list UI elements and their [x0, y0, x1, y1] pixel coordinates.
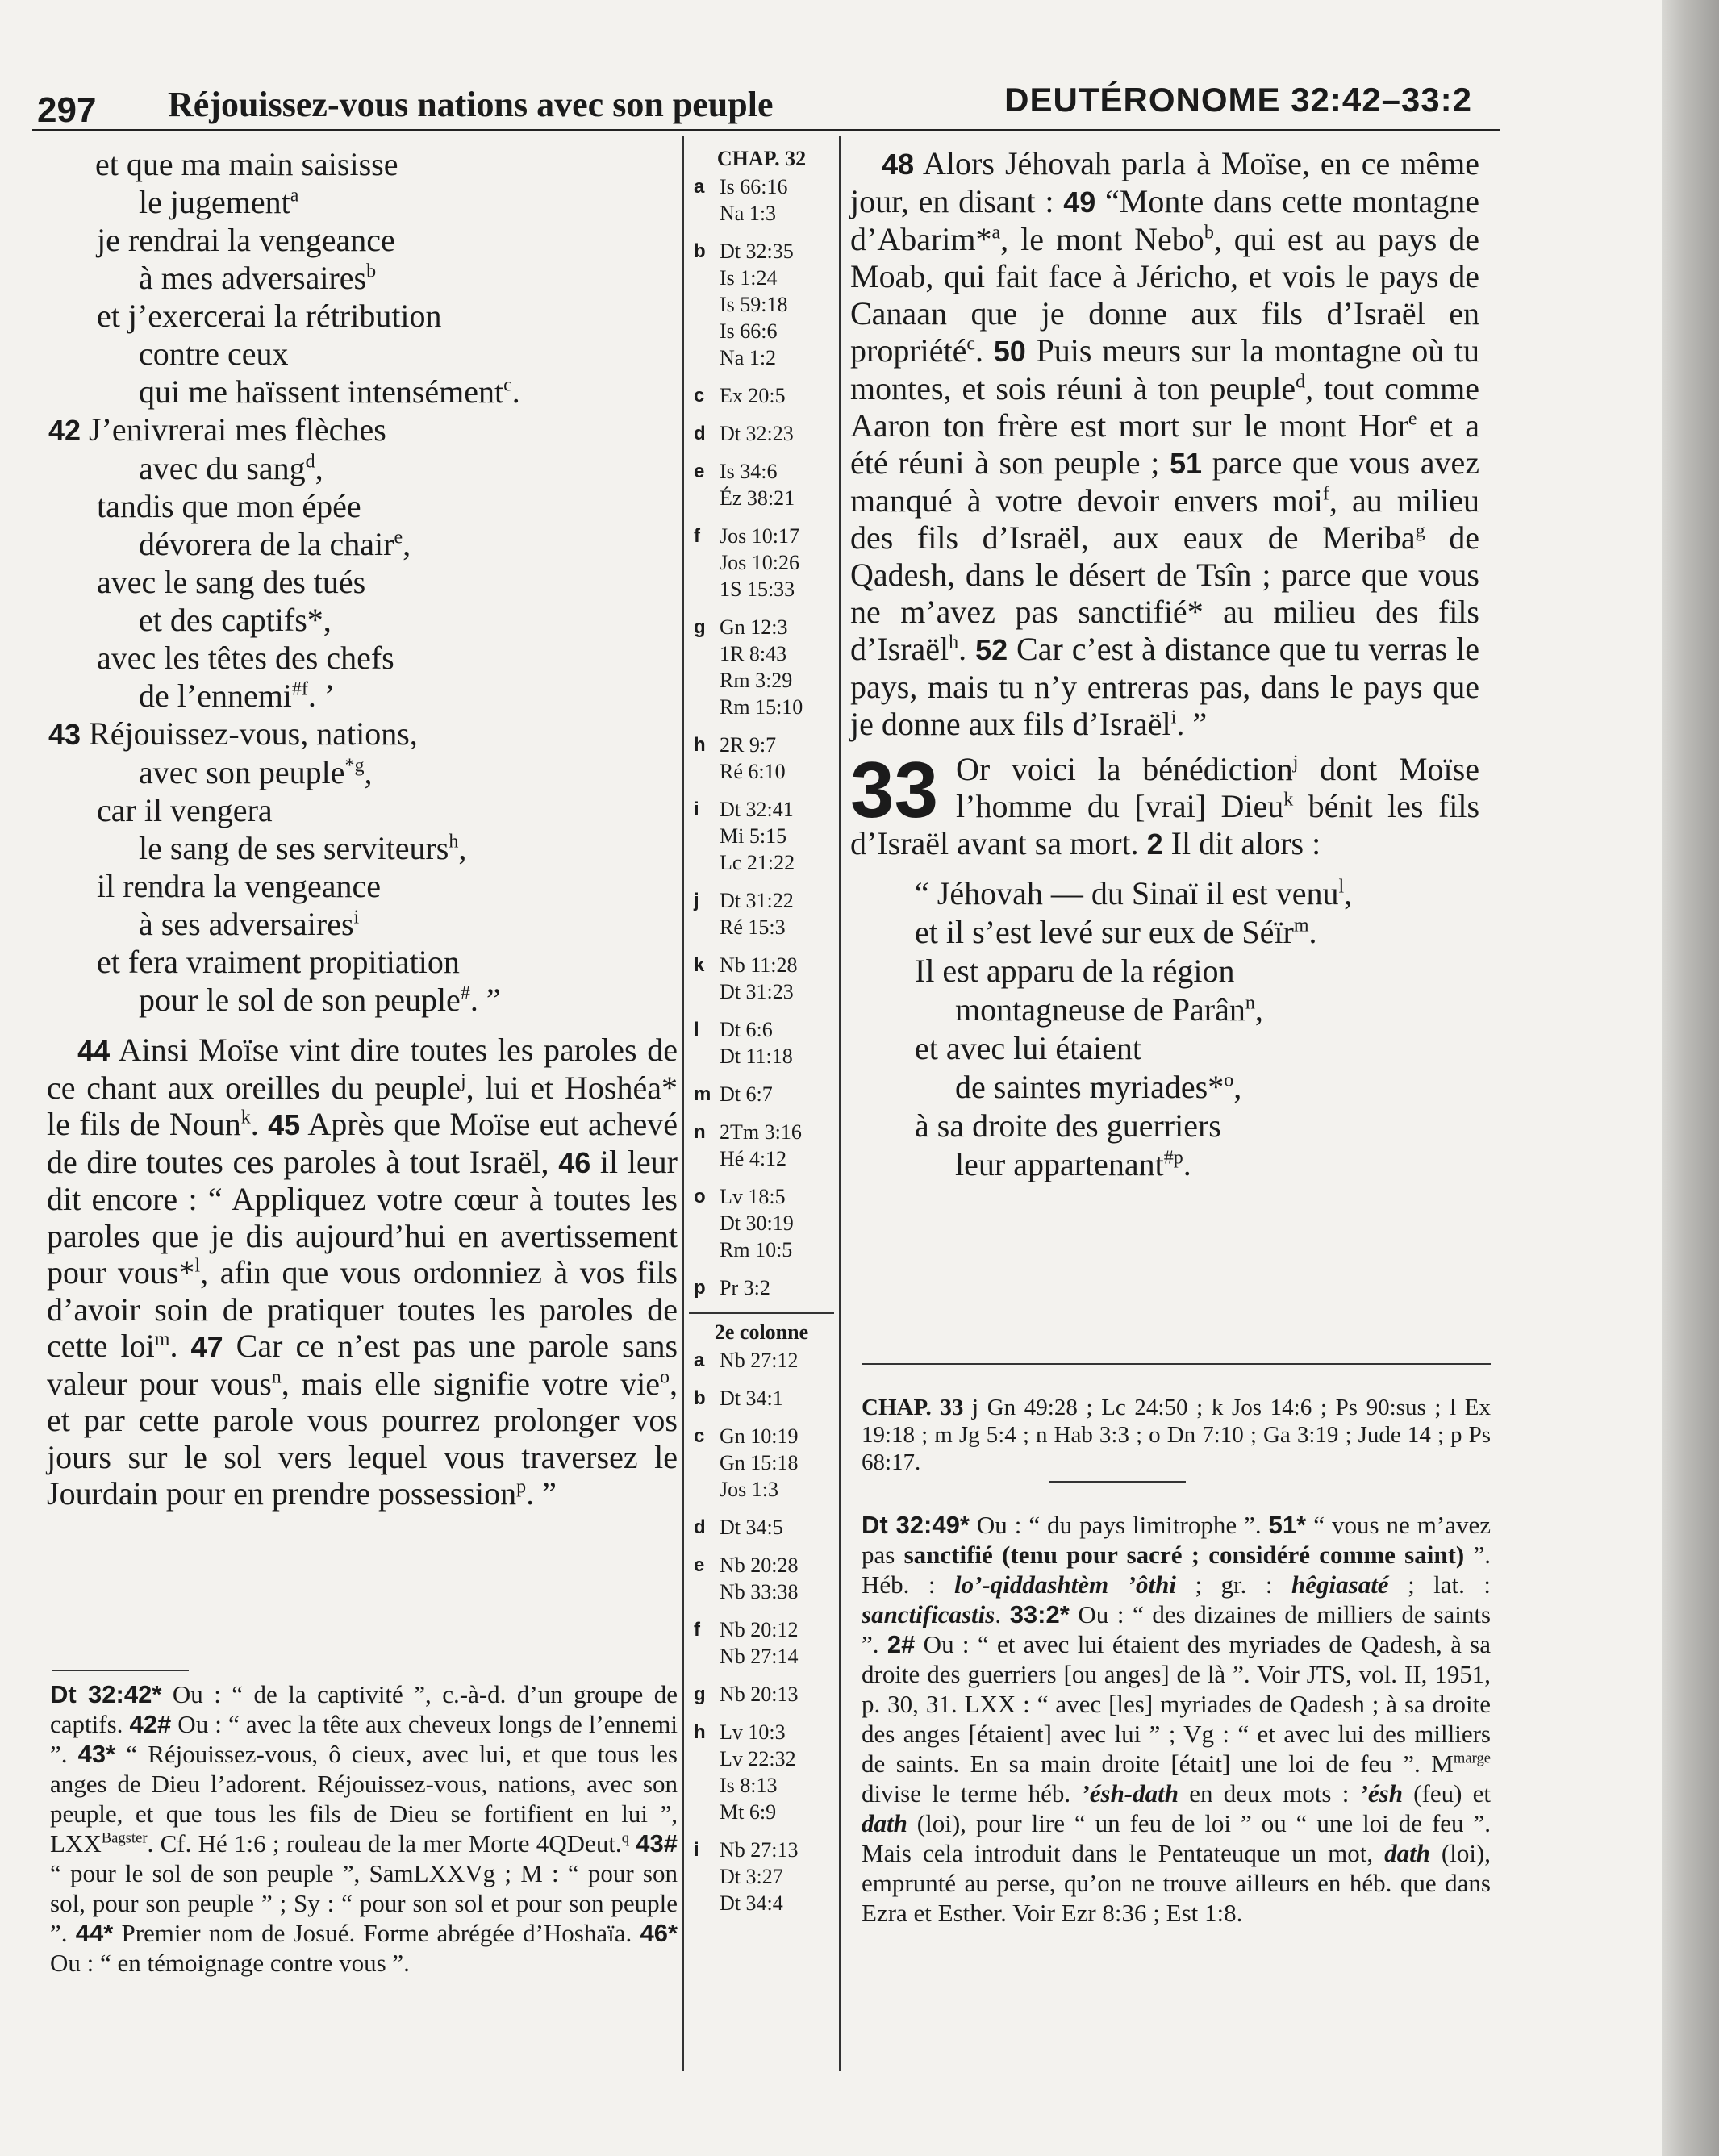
footnotes-left: Dt 32:42* Ou : “ de la captivité ”, c.-à-d. d’un groupe de captifs. 42# Ou : “ avec la tête aux cheveux longs de l’ennemi ”. 43* “ Réjouissez-vous, ô cieux, avec lui, et que tous les anges de Dieu l’adorent. Réjouissez-vous, nations, avec son peuple, et que tous les fils de Dieu se fortifient en lui ”, $LXX^{Bagster}$. Cf. Hé 1:6 ; rouleau de la mer Morte 4QDeut.$^q$ 43# “ pour le sol de son peuple ”, SamLXXVg ; M : “ pour son sol, pour son peuple ” ; Sy : “ pour son sol et pour son peuple ”. 44* Premier nom de Josué. Forme abrégée d’Hoshaïa. 46* Ou : “ en témoignage contre vous ”.: [50, 1680, 678, 1977]
poem-line: à mes adversaires$^b$: [139, 260, 377, 296]
poem-line: et fera vraiment propitiation: [97, 944, 460, 980]
xref-entry: [689, 1274, 834, 1301]
verse-number: 47: [190, 1330, 223, 1363]
xref-entry: [689, 1183, 834, 1263]
xref-citation: Mt 6:9: [720, 1800, 777, 1824]
xref-letter: m: [694, 1083, 711, 1105]
xref-letter: h: [694, 734, 706, 756]
xref-citation: Lv 18:5: [720, 1185, 786, 1208]
xref-separator: [689, 1312, 834, 1314]
poem-line: et j’exercerai la rétribution: [97, 298, 442, 334]
prose-paragraph: 44 Ainsi Moïse vint dire toutes les paroles de ce chant aux oreilles du peuple$^j$, lui et Hoshéa* le fils de Noun$^k$. 45 Après que Moïse eut achevé de dire toutes ces paroles à tout Israël, 46 il leur dit encore : “ Appliquez votre cœur à toutes les paroles que je dis aujourd’hui en avertissement pour vous*$^l$, afin que vous ordonniez à vos fils d’avoir soin de pratiquer toutes les paroles de cette loi$^m$. 47 Car ce n’est pas une parole sans valeur pour vous$^n$, mais elle signifie votre vie$^o$, et par cette parole vous pourrez prolonger vos jours sur le sol vers lequel vous traversez le Jourdain pour en prendre possession$^p$. ”: [47, 1032, 678, 1512]
xref-citation: Nb 20:12: [720, 1618, 799, 1641]
footnote-ref: 2#: [887, 1630, 916, 1658]
xref-entry: [689, 614, 834, 720]
verse-number: 44: [77, 1034, 111, 1067]
poem-line: pour le sol de son peuple#. ”: [139, 982, 501, 1018]
poem-line: de l’ennemi$^{\#f}$. ’: [139, 678, 336, 714]
xref-citation: Nb 27:12: [720, 1349, 799, 1372]
chap33-references: CHAP. 33 j Gn 49:28 ; Lc 24:50 ; k Jos 14:6 ; Ps 90:sus ; l Ex 19:18 ; m Jg 5:4 ; n Hab 3:3 ; o Dn 7:10 ; Ga 3:19 ; Jude 14 ; p Ps 68:17.: [862, 1395, 1491, 1475]
poem-line: 43 Réjouissez-vous, nations,: [48, 715, 418, 752]
xref-entry: [689, 1016, 834, 1070]
xref-entry: [689, 1681, 834, 1708]
verse-number: 45: [268, 1108, 301, 1141]
xref-citation: Pr 3:2: [720, 1276, 770, 1299]
footnote-ref: 43*: [77, 1740, 116, 1768]
footnote-ref: 43#: [636, 1829, 678, 1858]
xref-letter: a: [694, 1349, 705, 1371]
footnote-ref: 46*: [640, 1919, 678, 1947]
poem-line: et que ma main saisisse: [95, 146, 398, 182]
xref-letter: n: [694, 1121, 706, 1143]
xref-citation: Dt 34:5: [720, 1516, 783, 1539]
xref-letter: p: [694, 1277, 706, 1299]
xref-citation: Dt 3:27: [720, 1865, 783, 1888]
left-column: [48, 145, 678, 1512]
xref-citation: Dt 6:6: [720, 1018, 773, 1041]
chapter-number: 33: [850, 745, 939, 834]
xref-citation: Jos 1:3: [720, 1478, 778, 1501]
xref-entry: [689, 1423, 834, 1503]
xref-citation: Nb 20:13: [720, 1683, 799, 1706]
poem-line: et des captifs*,: [139, 602, 332, 638]
xref-entry: [689, 1385, 834, 1412]
footnotes-right: Dt 32:49* Ou : “ du pays limitrophe ”. 51* “ vous ne m’avez pas sanctifié (tenu pour sacré ; considéré comme saint) ”. Héb. : lo’-qiddashtèm ’ôthi ; gr. : hêgiasaté ; lat. : sanctificastis. 33:2* Ou : “ des dizaines de milliers de saints ”. 2# Ou : “ et avec lui étaient des myriades de Qadesh, à sa droite des guerriers [ou anges] de là ”. Voir JTS, vol. II, 1951, p. 30, 31. LXX : “ avec [les] myriades de Qadesh ; à sa droite des anges [étaient] avec lui ” ; Vg : “ et avec lui des milliers de saints. En sa main droite [était] une loi de feu ”. $M^{marge}$ divise le terme héb. ’ésh-dath en deux mots : ’ésh (feu) et dath (loi), pour lire “ un feu de loi ” ou “ une loi de feu ”. Mais cela introduit dans le Pentateuque un mot, dath (loi), emprunté au perse, qu’on ne trouve ailleurs en héb. que dans Ezra et Esther. Voir Ezr 8:36 ; Est 1:8.: [862, 1511, 1492, 1927]
poem-line: il rendra la vengeance: [97, 868, 382, 904]
xref-citation: 1R 8:43: [720, 642, 787, 665]
xref-entry: [689, 1616, 834, 1670]
verse-number: 42: [48, 414, 81, 447]
xref-letter: e: [694, 461, 705, 482]
poem-line: “ Jéhovah — du Sinaï il est venu$^l$,: [915, 875, 1353, 911]
xref-letter: d: [694, 1516, 706, 1538]
xref-entry: [689, 1119, 834, 1172]
xref-citation: Gn 15:18: [720, 1451, 799, 1474]
footnote-ref: 44*: [75, 1919, 114, 1947]
xref-citation: Ré 6:10: [720, 760, 786, 783]
xref-entry: [689, 458, 834, 511]
footnote-ref: 33:2*: [1009, 1600, 1070, 1628]
column-divider-left: [682, 136, 684, 2071]
poem-line: à sa droite des guerriers: [915, 1107, 1221, 1144]
xref-citation: Is 66:6: [720, 319, 778, 343]
xref-heading: CHAP. 32: [716, 147, 807, 170]
poem-line: tandis que mon épée: [97, 488, 361, 524]
poem-line: et avec lui étaient: [915, 1030, 1141, 1066]
verse-number: 48: [882, 148, 915, 181]
xref-citation: Dt 34:4: [720, 1891, 783, 1915]
xref-entry: [689, 732, 834, 785]
xref-letter: a: [694, 176, 705, 198]
xref-entry: [689, 1719, 834, 1825]
xref-citation: Lv 22:32: [720, 1747, 796, 1770]
poem-line: avec du sang$^d$,: [139, 450, 323, 486]
poem-block: [850, 874, 1479, 1184]
xref-citation: Jos 10:26: [720, 551, 799, 574]
xref-letter: h: [694, 1721, 706, 1743]
xref-citation: Is 34:6: [720, 460, 778, 483]
footnote-ref: Dt 32:42*: [50, 1680, 162, 1708]
poem-line: Il est apparu de la région: [915, 953, 1235, 989]
poem-line: à ses adversaires$^i$: [139, 906, 360, 942]
poem-line: le jugement$^a$: [139, 184, 299, 220]
right-column: 48 Alors Jéhovah parla à Moïse, en ce même jour, en disant : 49 “Monte dans cette montagne d’Abarim*$^a$, le mont Nebo$^b$, qui est au pays de Moab, qui fait face à Jéricho, et vois le pays de Canaan que je donne aux fils d’Israël en propriété$^c$. 50 Puis meurs sur la montagne où tu montes, et sois réuni à ton peuple$^d$, tout comme Aaron ton frère est mort sur le mont Hor$^e$ et a été réuni à son peuple ; 51 parce que vous avez manqué à votre devoir envers moi$^f$, au milieu des fils d’Israël, aux eaux de Meriba$^g$ de Qadesh, dans le désert de Tsîn ; parce que vous ne m’avez pas sanctifié* au milieu des fils d’Israël$^h$. 52 Car c’est à distance que tu verras le pays, mais tu n’y entreras pas, dans le pays que je donne aux fils d’Israël$^i$. ” 33 Or voici la bénédiction$^j$ dont Moïse l’homme du [vrai] Dieu$^k$ bénit les fils d’Israël avant sa mort. 2 Il dit alors : “ Jéhovah — du Sinaï il est venu$^l$, et il s’est levé sur eux de Séïr$^m$. Il est apparu de la région montagneuse de Parân$^n$, et avec lui étaient de saintes myriades*$^o$, à sa droite des guerriers leur appartenant$^{\#p}$.: [850, 145, 1480, 1182]
xref-citation: Rm 15:10: [720, 695, 803, 719]
xref-citation: Jos 10:17: [720, 524, 799, 548]
xref-citation: Nb 27:14: [720, 1645, 799, 1668]
xref-citation: 1S 15:33: [720, 578, 795, 601]
xref-entry: [689, 1514, 834, 1541]
xref-letter: g: [694, 1683, 706, 1705]
xref-citation: Nb 33:38: [720, 1580, 799, 1603]
poem-line: qui me haïssent intensément$^c$.: [139, 373, 520, 410]
column-divider-right: [839, 136, 841, 2071]
footnote-ref: 51*: [1268, 1511, 1307, 1539]
poem-line: montagneuse de Parân$^n$,: [955, 991, 1263, 1028]
xref-citation: Dt 11:18: [720, 1045, 793, 1068]
xref-letter: i: [694, 799, 699, 820]
cross-reference-column: [689, 145, 834, 1928]
xref-entry: [689, 796, 834, 876]
running-title: Réjouissez-vous nations avec son peuple: [168, 85, 774, 124]
xref-citation: Is 8:13: [720, 1774, 778, 1797]
xref-citation: Dt 6:7: [720, 1082, 773, 1106]
xref-letter: g: [694, 616, 706, 638]
xref-citation: Nb 27:13: [720, 1838, 799, 1862]
xref-citation: Rm 3:29: [720, 669, 793, 692]
page-edge: [1662, 0, 1719, 2156]
verse-number: 2: [1146, 828, 1163, 861]
verse-number: 50: [993, 335, 1026, 368]
footnote-rule-right: [1049, 1481, 1186, 1483]
xref-citation: 2Tm 3:16: [720, 1120, 802, 1144]
xref-entry: [689, 1081, 834, 1107]
chap33-rule: [862, 1363, 1491, 1365]
xref-entry: [689, 173, 834, 227]
xref-letter: l: [694, 1019, 699, 1040]
xref-citation: Dt 32:35: [720, 240, 794, 263]
xref-entry: [689, 952, 834, 1005]
xref-citation: Dt 34:1: [720, 1387, 783, 1410]
xref-entry: [689, 523, 834, 603]
xref-letter: f: [694, 525, 700, 547]
xref-letter: b: [694, 240, 706, 262]
xref-citation: Nb 11:28: [720, 953, 798, 977]
xref-citation: Dt 31:22: [720, 889, 794, 912]
poem-line: et il s’est levé sur eux de Séïr$^m$.: [915, 914, 1317, 950]
xref-letter: c: [694, 1425, 705, 1447]
poem-line: leur appartenant$^{\#p}$.: [955, 1146, 1191, 1182]
xref-entry: [689, 420, 834, 447]
book-reference: DEUTÉRONOME 32:42–33:2: [1004, 81, 1472, 119]
poem-line: contre ceux: [139, 336, 289, 372]
xref-entry: [689, 238, 834, 371]
poem-line: dévorera de la chair$^e$,: [139, 526, 411, 562]
xref-citation: Dt 32:23: [720, 422, 794, 445]
xref-citation: Dt 30:19: [720, 1211, 794, 1235]
xref-heading-2: 2e colonne: [714, 1320, 809, 1344]
footnote-ref: Dt 32:49*: [862, 1511, 970, 1539]
xref-letter: d: [694, 423, 706, 444]
xref-letter: c: [694, 385, 705, 407]
xref-citation: Lc 21:22: [720, 851, 795, 874]
xref-citation: Ex 20:5: [720, 384, 786, 407]
poem-line: avec son peuple$^{*g}$,: [139, 754, 373, 790]
xref-citation: Dt 31:23: [720, 980, 794, 1003]
xref-entry: [689, 382, 834, 409]
footnote-ref: 42#: [129, 1710, 172, 1738]
xref-citation: Gn 12:3: [720, 615, 788, 639]
xref-citation: Is 59:18: [720, 293, 788, 316]
xref-entry: [689, 887, 834, 940]
poem-line: avec le sang des tués: [97, 564, 366, 600]
xref-entry: [689, 1347, 834, 1374]
xref-letter: k: [694, 954, 705, 976]
page-number: 297: [37, 90, 97, 130]
xref-citation: Gn 10:19: [720, 1424, 799, 1448]
xref-letter: j: [694, 890, 699, 911]
xref-citation: Na 1:2: [720, 346, 777, 369]
xref-citation: Éz 38:21: [720, 486, 795, 510]
verse-number: 49: [1063, 186, 1096, 219]
xref-letter: f: [694, 1619, 700, 1641]
xref-entry: [689, 1552, 834, 1605]
xref-citation: Ré 15:3: [720, 915, 786, 939]
xref-citation: Nb 20:28: [720, 1553, 799, 1577]
verse-number: 46: [558, 1145, 591, 1179]
footnote-rule: [52, 1670, 189, 1671]
xref-citation: Dt 32:41: [720, 798, 794, 821]
xref-letter: i: [694, 1839, 699, 1861]
verse-number: 51: [1170, 447, 1203, 480]
poem-line: 42 J’enivrerai mes flèches: [48, 411, 386, 448]
poem-line: de saintes myriades*$^o$,: [955, 1069, 1242, 1105]
header-rule: [32, 129, 1500, 131]
xref-letter: o: [694, 1186, 706, 1207]
xref-citation: Rm 10:5: [720, 1238, 793, 1261]
xref-citation: Na 1:3: [720, 202, 777, 225]
poem-line: car il vengera: [97, 792, 273, 828]
verse-number: 52: [975, 633, 1008, 666]
xref-entry: [689, 1837, 834, 1916]
poem-line: je rendrai la vengeance: [97, 222, 395, 258]
xref-letter: e: [694, 1554, 705, 1576]
xref-citation: Is 66:16: [720, 175, 788, 198]
poem-line: le sang de ses serviteurs$^h$,: [139, 830, 467, 866]
poem-line: avec les têtes des chefs: [97, 640, 394, 676]
verse-number: 43: [48, 718, 81, 751]
xref-citation: 2R 9:7: [720, 733, 777, 757]
xref-citation: Mi 5:15: [720, 824, 787, 848]
xref-letter: b: [694, 1387, 706, 1409]
xref-citation: Is 1:24: [720, 266, 778, 290]
xref-citation: Lv 10:3: [720, 1720, 786, 1744]
xref-citation: Hé 4:12: [720, 1147, 787, 1170]
